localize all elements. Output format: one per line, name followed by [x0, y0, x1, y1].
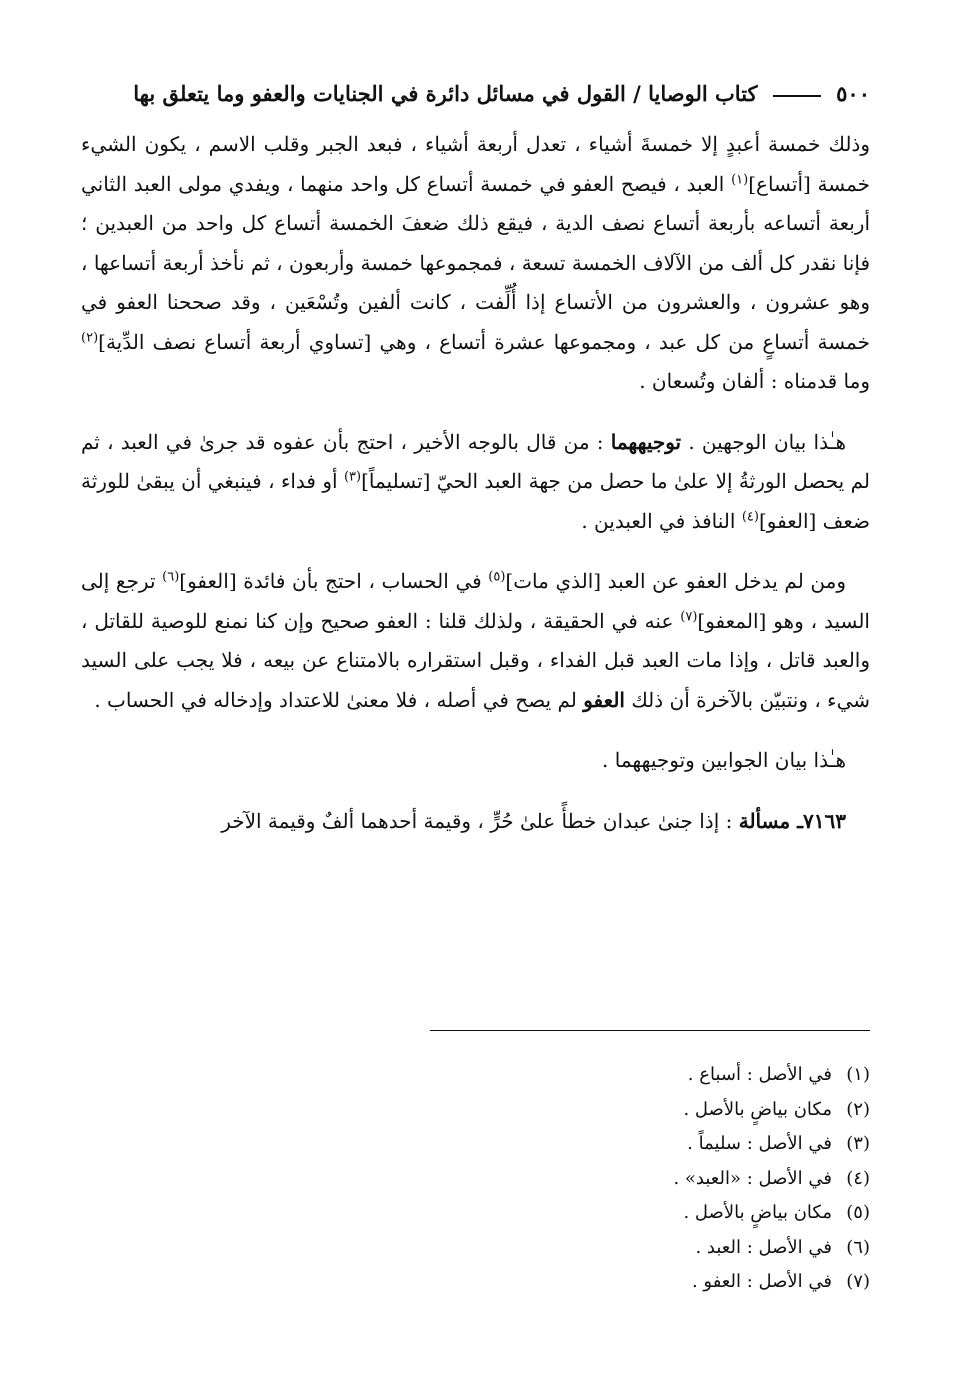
paragraph-1 — [81, 125, 870, 402]
footnote-text: في الأصل : سليماً . — [687, 1133, 832, 1154]
footnote-text: مكان بياضٍ بالأصل . — [683, 1098, 832, 1120]
footnote-item — [430, 1093, 870, 1128]
issue-text: : إذا جنىٰ عبدان خطأً علىٰ حُرٍّ ، وقيمة أحدهما ألفٌ وقيمة الآخر — [221, 808, 739, 833]
footnote-ref-7[interactable]: (٧) — [680, 608, 698, 624]
footnote-number: (١) — [846, 1064, 870, 1085]
footnote-ref-3[interactable]: (٣) — [343, 469, 362, 485]
paragraph-3 — [81, 562, 870, 720]
footnote-number: (٢) — [846, 1098, 870, 1120]
footnote-ref-4[interactable]: (٤) — [741, 508, 759, 524]
footnote-ref-6[interactable]: (٦) — [162, 569, 180, 585]
issue-number: ٧١٦٣ـ — [797, 808, 846, 833]
header-rule — [773, 95, 821, 97]
footnote-number: (٦) — [846, 1236, 870, 1258]
footnotes-list — [430, 1058, 870, 1300]
footnote-ref-2[interactable]: (٢) — [81, 329, 99, 345]
footnote-item — [430, 1058, 870, 1093]
footnote-item — [430, 1162, 870, 1197]
paragraph-4: هـٰذا بيان الجوابين وتوجيههما . — [602, 748, 846, 772]
paragraph-3-text-a: ومن لم يدخل العفو عن العبد [الذي مات] — [505, 569, 846, 593]
paragraph-5 — [81, 802, 870, 842]
header-title: كتاب الوصايا / القول في مسائل دائرة في الجنايات والعفو وما يتعلق بها — [133, 81, 758, 106]
footnote-ref-5[interactable]: (٥) — [488, 569, 506, 585]
paragraph-2 — [81, 423, 870, 542]
footnote-text: في الأصل : أسباع . — [687, 1064, 832, 1085]
paragraph-2-text-d: النافذ في العبدين . — [581, 508, 742, 533]
footnote-item — [430, 1231, 870, 1266]
paragraph-2-text-b: : من قال بالوجه الأخير ، احتج بأن عفوه قد جرىٰ في العبد ، ثم لم يحصل الورثةُ إلا علىٰ ما حصل من جهة العبد الحيّ [تسليماً] — [81, 429, 870, 493]
footnote-text: في الأصل : العفو . — [691, 1271, 832, 1292]
footnote-text: في الأصل : العبد . — [695, 1236, 832, 1258]
running-header — [100, 74, 870, 114]
main-text — [81, 125, 870, 841]
paragraph-2-text-c: أو فداء ، فينبغي أن يبقىٰ للورثة ضعف [العفو] — [81, 469, 870, 533]
footnote-item — [430, 1265, 870, 1300]
footnote-text: في الأصل : «العبد» . — [673, 1167, 832, 1189]
paragraph-2-bold-term: توجيههما — [610, 429, 682, 454]
footnote-item — [430, 1127, 870, 1162]
footnote-number: (٧) — [846, 1271, 870, 1292]
paragraph-1-text-a: وذلك خمسة أعبدٍ إلا خمسةَ أشياء ، تعدل أربعة أشياء ، فبعد الجبر وقلب الاسم ، يكون الشيء خمسة [أتساع] — [81, 132, 870, 196]
footnote-item — [430, 1196, 870, 1231]
paragraph-3-text-c: ترجع إلى السيد ، وهو [المعفو] — [81, 569, 870, 633]
paragraph-3-text-e: لم يصح في أصله ، فلا معنىٰ للاعتداد وإدخاله في الحساب . — [94, 687, 584, 712]
paragraph-1-text-c: وما قدمناه : ألفان وتُسعان . — [639, 369, 870, 393]
paragraph-1-text-b: العبد ، فيصح العفو في خمسة أتساع كل واحد منهما ، ويفدي مولى العبد الثاني أربعة أتساعه بأربعة أتساع نصف الدية ، فيقع ذلك ضعفَ الخمسة أتساع كل واحد من العبدين ؛ فإنا نقدر كل ألف من الآلاف الخمسة تسعة ، فمجموعها خمسة وأربعون ، ثم نأخذ أربعة أتساعها ، وهو عشرون ، والعشرون من الأتساع إذا أُلِّفت ، كانت ألفين وتُسْعَين ، وقد صححنا العفو في خمسة أتساعٍ من كل عبد ، ومجموعها عشرة أتساع ، وهي [تساوي أربعة أتساع نصف الدِّية] — [81, 171, 871, 354]
issue-label: مسألة — [738, 808, 798, 833]
footnote-text: مكان بياضٍ بالأصل . — [683, 1202, 832, 1223]
page-number: ٥٠٠ — [836, 81, 870, 106]
paragraph-2-text-a: هـٰذا بيان الوجهين . — [681, 429, 846, 454]
footnote-separator — [430, 1030, 870, 1031]
paragraph-3-text-d: عنه في الحقيقة ، ولذلك قلنا : العفو صحيح وإن كنا نمنع للوصية للقاتل ، والعبد قاتل ، وإذا مات العبد قبل الفداء ، وقبل استقراره بالامتناع عن بيعه ، فلا يجب على السيد شيء ، ونتبيّن بالآخرة أن ذلك — [81, 608, 870, 712]
footnote-number: (٤) — [846, 1167, 870, 1189]
paragraph-3-bold-term: العفو — [583, 687, 625, 712]
footnote-ref-1[interactable]: (١) — [731, 171, 749, 187]
footnote-number: (٥) — [846, 1202, 870, 1223]
footnote-number: (٣) — [846, 1133, 870, 1154]
paragraph-3-text-b: في الحساب ، احتج بأن فائدة [العفو] — [179, 569, 489, 593]
